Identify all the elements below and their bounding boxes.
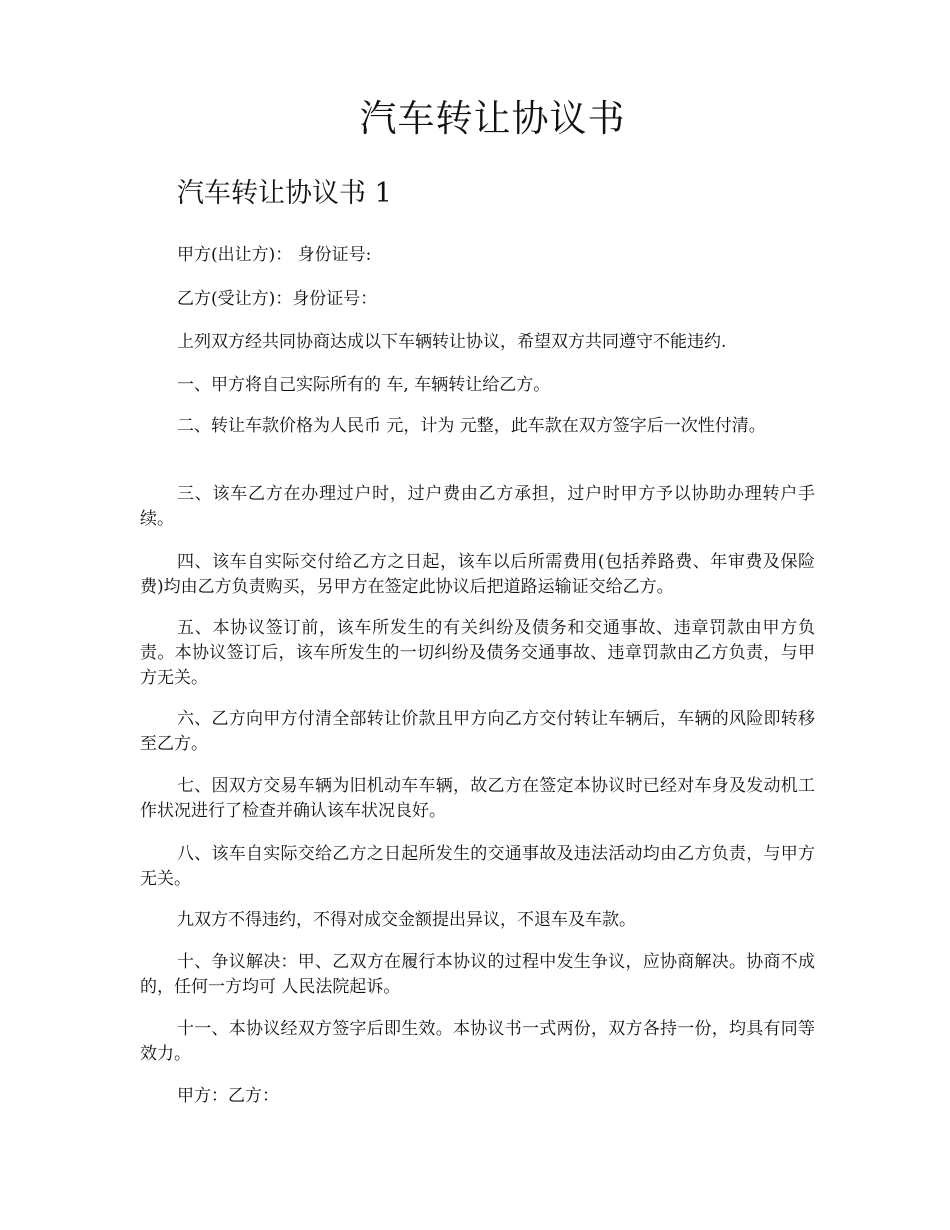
clause-5: 五、本协议签订前，该车所发生的有关纠纷及债务和交通事故、违章罚款由甲方负责。本协议签订后，该车所发生的一切纠纷及债务交通事故、违章罚款由乙方负责，与甲方无关。 — [140, 618, 815, 688]
clause-2: 二、转让车款价格为人民币 元，计为 元整，此车款在双方签字后一次性付清。 — [177, 416, 766, 436]
preamble-paragraph: 上列双方经共同协商达成以下车辆转让协议，希望双方共同遵守不能违约. — [177, 332, 727, 352]
clause-4: 四、该车自实际交付给乙方之日起，该车以后所需费用(包括养路费、年审费及保险费)均由乙方负责购买，另甲方在签定此协议后把道路运输证交给乙方。 — [140, 552, 815, 597]
clause-9: 九双方不得违约，不得对成交金额提出异议，不退车及车款。 — [177, 910, 636, 930]
clause-8: 八、该车自实际交给乙方之日起所发生的交通事故及违法活动均由乙方负责，与甲方无关。 — [140, 844, 815, 889]
clause-11: 十一、本协议经双方签字后即生效。本协议书一式两份，双方各持一份，均具有同等效力。 — [140, 1019, 815, 1064]
clause-10: 十、争议解决：甲、乙双方在履行本协议的过程中发生争议，应协商解决。协商不成的，任何一方均可 人民法院起诉。 — [140, 952, 815, 997]
signature-line: 甲方：乙方： — [177, 1086, 279, 1106]
document-title: 汽车转让协议书 — [359, 97, 626, 140]
clause-6: 六、乙方向甲方付清全部转让价款且甲方向乙方交付转让车辆后，车辆的风险即转移至乙方。 — [140, 709, 815, 754]
clause-1: 一、甲方将自己实际所有的 车, 车辆转让给乙方。 — [177, 375, 551, 395]
section-title: 汽车转让协议书 1 — [177, 178, 392, 209]
clause-7: 七、因双方交易车辆为旧机动车车辆，故乙方在签定本协议时已经对车身及发动机工作状况进行了检查并确认该车状况良好。 — [140, 776, 815, 821]
clause-3: 三、该车乙方在办理过户时，过户费由乙方承担，过户时甲方予以协助办理转户手续。 — [140, 484, 815, 529]
party-b-line: 乙方(受让方)：身份证号： — [177, 289, 378, 309]
party-a-line: 甲方(出让方)： 身份证号: — [177, 245, 372, 265]
